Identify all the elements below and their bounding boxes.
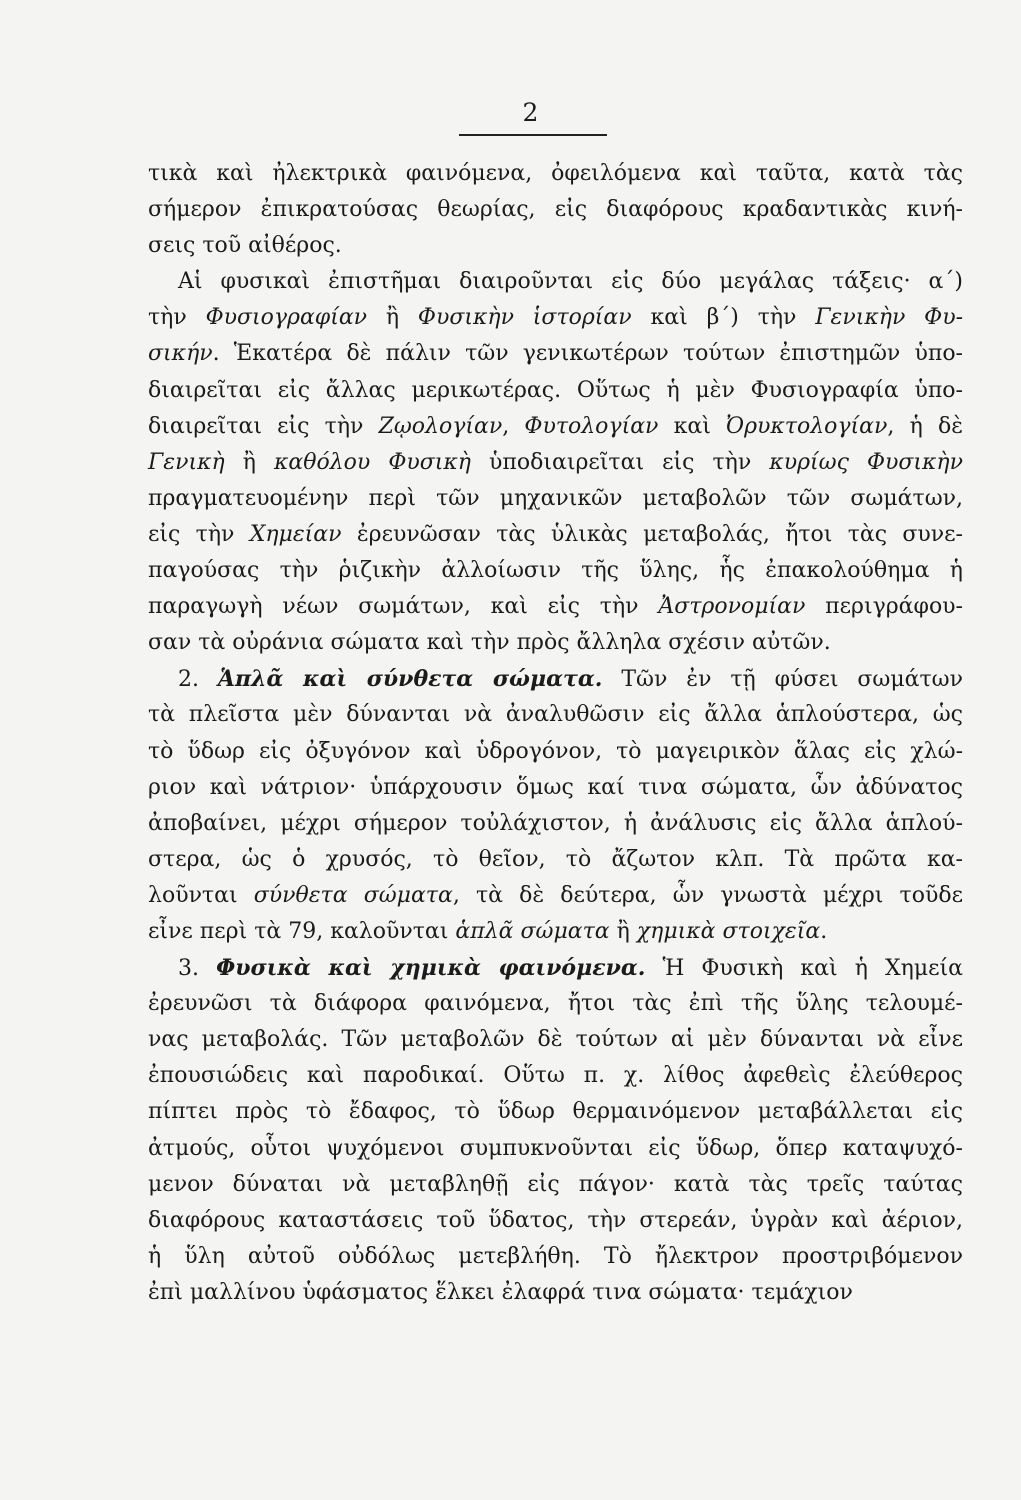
text-run: εἶνε περὶ τὰ 79, καλοῦνται	[148, 918, 456, 944]
italic-term: καθόλου Φυσικὴ	[273, 449, 471, 475]
text-run: Τῶν ἐν τῇ φύσει σωμάτων	[602, 667, 963, 693]
text-line	[148, 914, 963, 950]
text-run: .	[820, 918, 828, 944]
text-run: 2.	[178, 667, 218, 693]
text-line	[148, 950, 963, 986]
italic-term: Ζῳολογίαν	[378, 413, 503, 439]
text-run: 3.	[178, 956, 217, 982]
text-line	[148, 1239, 963, 1275]
text-line	[148, 517, 963, 553]
text-line	[148, 1094, 963, 1130]
text-line	[148, 878, 963, 914]
text-run: παγούσας τὴν ῥιζικὴν ἀλλοίωσιν τῆς ὕλης, ἧς ἐπακολούθημα ἡ	[148, 558, 963, 584]
text-run: τὴν	[148, 305, 206, 331]
text-line	[148, 770, 963, 806]
text-line	[148, 156, 963, 192]
text-run: καὶ	[658, 413, 727, 439]
body-text	[148, 156, 963, 1311]
italic-term: Ὀρυκτολογίαν	[726, 413, 888, 439]
text-run: ἡ ὕλη αὐτοῦ οὐδόλως μετεβλήθη. Τὸ ἤλεκτρον προστριβόμενον	[148, 1243, 963, 1269]
text-run: , ἡ δὲ	[887, 413, 963, 439]
text-line	[148, 1022, 963, 1058]
text-run: μενον δύναται νὰ μεταβληθῇ εἰς πάγον· κατὰ τὰς τρεῖς ταύτας	[148, 1171, 963, 1197]
text-line	[148, 445, 963, 481]
text-line	[148, 553, 963, 589]
italic-term: Γενικὴν Φυ-	[815, 305, 963, 331]
italic-term: κυρίως Φυσικὴν	[769, 449, 963, 475]
italic-term: Φυσικὴν ἱστορίαν	[417, 305, 632, 331]
text-run: Ἡ Φυσικὴ καὶ ἡ Χημεία	[645, 956, 963, 982]
italic-term: χημικὰ στοιχεῖα	[636, 918, 821, 944]
section-heading: Ἁπλᾶ καὶ σύνθετα σώματα.	[217, 666, 603, 693]
page-number: 2	[522, 98, 539, 127]
text-line	[148, 336, 963, 372]
text-line	[148, 1058, 963, 1094]
text-run: ἐρευνῶσι τὰ διάφορα φαινόμενα, ἤτοι τὰς ἐπὶ τῆς ὕλης τελουμέ-	[148, 991, 963, 1017]
text-run: νας μεταβολάς. Τῶν μεταβολῶν δὲ τούτων αἱ μὲν δύνανται νὰ εἶνε	[148, 1027, 963, 1053]
text-run: . Ἑκατέρα δὲ πάλιν τῶν γενικωτέρων τούτων ἐπιστημῶν ὑπο-	[212, 341, 963, 367]
text-run: ἢ	[224, 449, 274, 475]
text-run: τὰ πλεῖστα μὲν δύνανται νὰ ἀναλυθῶσιν εἰς ἄλλα ἁπλούστερα, ὡς	[148, 702, 963, 728]
text-run: παραγωγὴ νέων σωμάτων, καὶ εἰς τὴν	[148, 594, 659, 620]
text-line	[148, 264, 963, 300]
italic-term: ἁπλᾶ σώματα	[455, 918, 610, 944]
text-line	[148, 373, 963, 409]
text-run: , τὰ δὲ δεύτερα, ὧν γνωστὰ μέχρι τοῦδε	[452, 882, 963, 908]
text-line	[148, 409, 963, 445]
text-line	[148, 842, 963, 878]
italic-term: Ἀστρονομίαν	[658, 594, 806, 620]
italic-term: Φυσιογραφίαν	[205, 305, 368, 331]
text-run: λοῦνται	[148, 882, 254, 908]
text-line	[148, 697, 963, 733]
text-run: ,	[502, 413, 525, 439]
italic-term: σύνθετα σώματα	[253, 882, 453, 908]
text-line	[148, 806, 963, 842]
text-run: τὸ ὕδωρ εἰς ὀξυγόνον καὶ ὑδρογόνον, τὸ μαγειρικὸν ἅλας εἰς χλώ-	[148, 738, 963, 764]
text-line	[148, 228, 963, 264]
text-run: ἐρευνῶσαν τὰς ὑλικὰς μεταβολάς, ἤτοι τὰς συνε-	[341, 521, 963, 547]
text-run: καὶ β΄) τὴν	[631, 305, 816, 331]
text-line	[148, 661, 963, 697]
text-run: περιγράφου-	[805, 594, 963, 620]
header-rule	[459, 134, 607, 136]
text-line	[148, 625, 963, 661]
text-run: ἀτμούς, οὗτοι ψυχόμενοι συμπυκνοῦνται εἰς ὕδωρ, ὅπερ καταψυχό-	[148, 1135, 963, 1161]
text-line	[148, 300, 963, 336]
text-run: ἢ	[609, 918, 637, 944]
italic-term: Φυτολογίαν	[524, 413, 659, 439]
text-run: πραγματευομένην περὶ τῶν μηχανικῶν μεταβολῶν τῶν σωμάτων,	[148, 485, 963, 511]
section-heading: Φυσικὰ καὶ χημικὰ φαινόμενα.	[216, 955, 646, 982]
text-run: ἢ	[367, 305, 418, 331]
text-run: σεις τοῦ αἰθέρος.	[148, 233, 342, 259]
text-run: Αἱ φυσικαὶ ἐπιστῆμαι διαιροῦνται εἰς δύο μεγάλας τάξεις· α΄)	[178, 269, 963, 295]
text-line	[148, 734, 963, 770]
text-run: ἐπουσιώδεις καὶ παροδικαί. Οὕτω π. χ. λίθος ἀφεθεὶς ἐλεύθερος	[148, 1063, 963, 1089]
text-line	[148, 1131, 963, 1167]
text-line	[148, 1203, 963, 1239]
italic-term: Γενικὴ	[148, 449, 225, 475]
text-run: ἀποβαίνει, μέχρι σήμερον τοὐλάχιστον, ἡ ἀνάλυσις εἰς ἄλλα ἁπλού-	[148, 810, 963, 836]
text-run: εἰς τὴν	[148, 521, 250, 547]
text-run: ὑποδιαιρεῖται εἰς τὴν	[471, 449, 770, 475]
text-line	[148, 192, 963, 228]
text-line	[148, 481, 963, 517]
italic-term: σικήν	[148, 341, 213, 367]
text-run: πίπτει πρὸς τὸ ἔδαφος, τὸ ὕδωρ θερμαινόμενον μεταβάλλεται εἰς	[148, 1099, 963, 1125]
text-run: ἐπὶ μαλλίνου ὑφάσματος ἕλκει ἐλαφρά τινα σώματα· τεμάχιον	[148, 1279, 853, 1305]
text-run: στερα, ὡς ὁ χρυσός, τὸ θεῖον, τὸ ἄζωτον κλπ. Τὰ πρῶτα κα-	[148, 846, 963, 872]
text-run: σαν τὰ οὐράνια σώματα καὶ τὴν πρὸς ἄλληλα σχέσιν αὐτῶν.	[148, 630, 831, 656]
text-run: ριον καὶ νάτριον· ὑπάρχουσιν ὅμως καί τινα σώματα, ὧν ἀδύνατος	[148, 774, 963, 800]
text-run: διαφόρους καταστάσεις τοῦ ὕδατος, τὴν στερεάν, ὑγρὰν καὶ ἀέριον,	[148, 1207, 963, 1233]
italic-term: Χημείαν	[249, 521, 342, 547]
text-run: διαιρεῖται εἰς ἄλλας μερικωτέρας. Οὕτως ἡ μὲν Φυσιογραφία ὑπο-	[148, 377, 963, 403]
text-run: σήμερον ἐπικρατούσας θεωρίας, εἰς διαφόρους κραδαντικὰς κινή-	[148, 197, 963, 223]
text-run: διαιρεῖται εἰς τὴν	[148, 413, 379, 439]
text-run: τικὰ καὶ ἠλεκτρικὰ φαινόμενα, ὀφειλόμενα καὶ ταῦτα, κατὰ τὰς	[148, 161, 963, 186]
text-line	[148, 986, 963, 1022]
text-line	[148, 589, 963, 625]
text-line	[148, 1167, 963, 1203]
text-line	[148, 1275, 963, 1311]
